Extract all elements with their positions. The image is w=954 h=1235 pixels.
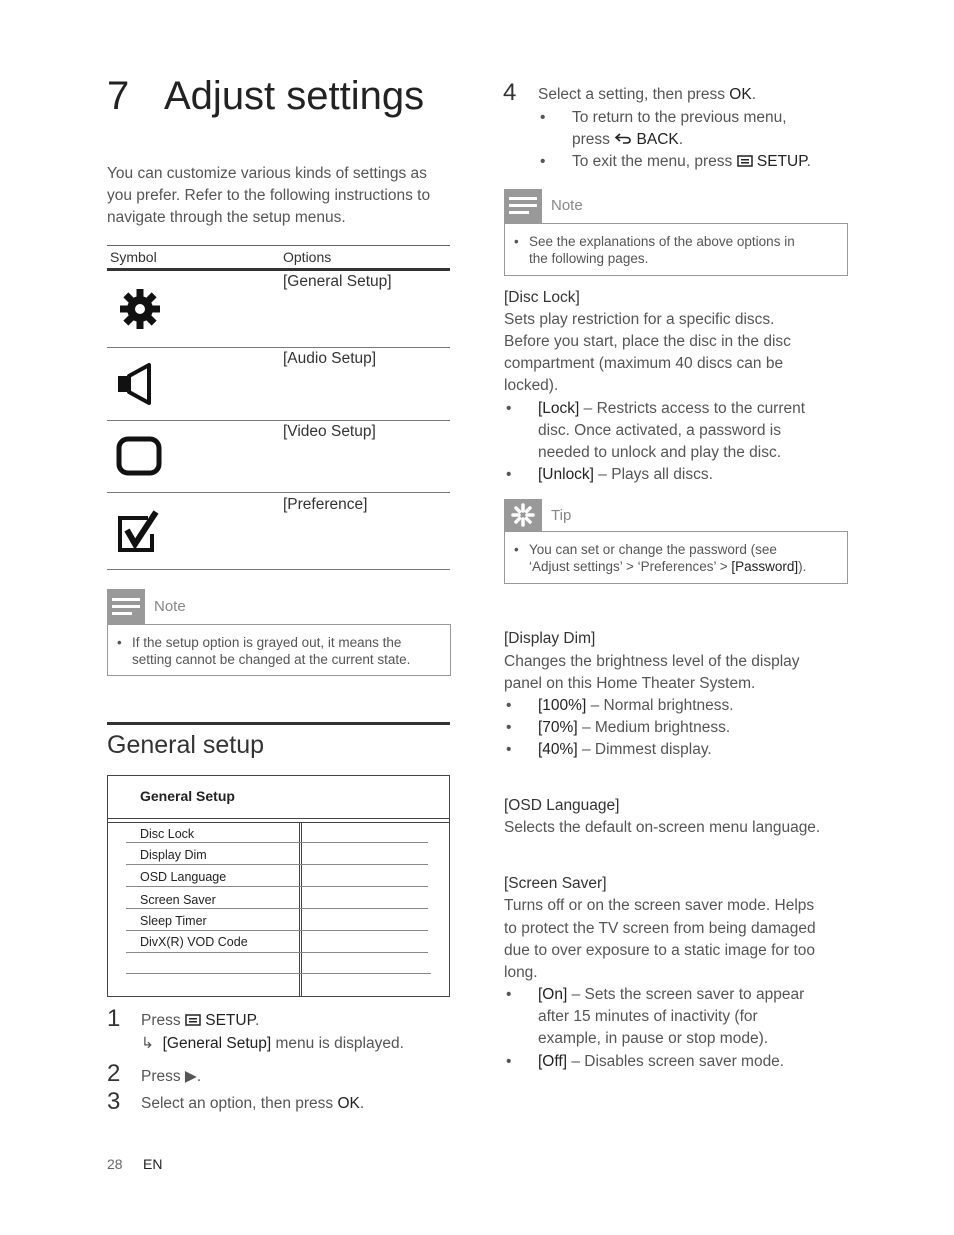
- step-number: 1: [107, 1005, 121, 1032]
- screen-saver-desc: long.: [504, 964, 538, 981]
- screen-saver-on-option-cont: after 15 minutes of inactivity (for: [538, 1008, 758, 1025]
- note-icon: [504, 189, 542, 223]
- bullet: •: [506, 719, 512, 736]
- step-number: 4: [503, 79, 517, 106]
- note-line: the following pages.: [529, 251, 649, 266]
- tip-icon: [504, 499, 542, 531]
- note-bullet: •: [514, 234, 519, 249]
- bullet: •: [506, 741, 512, 758]
- note-line: setting cannot be changed at the current state.: [132, 652, 411, 667]
- speaker-icon: [116, 362, 154, 411]
- step-4-text: Select a setting, then press OK.: [538, 86, 756, 103]
- tip-bullet: •: [514, 542, 519, 557]
- disc-lock-lock-option-cont: needed to unlock and play the disc.: [538, 444, 782, 461]
- option-general-setup: [General Setup]: [283, 273, 392, 290]
- screen-saver-on-option: [On] – Sets the screen saver to appear: [538, 986, 805, 1003]
- row-divider: [107, 347, 450, 348]
- setup-key-icon: [185, 1012, 201, 1029]
- tip-line: ‘Adjust settings’ > ‘Preferences’ > [Password]).: [529, 559, 807, 574]
- disc-lock-desc: Sets play restriction for a specific discs.: [504, 311, 775, 328]
- note-bullet: •: [117, 635, 122, 650]
- language-code: EN: [143, 1156, 163, 1172]
- display-dim-option: [40%] – Dimmest display.: [538, 741, 712, 758]
- menu-row-line: [126, 973, 431, 974]
- tip-line: You can set or change the password (see: [529, 542, 777, 557]
- screen-saver-on-option-cont: example, in pause or stop mode).: [538, 1030, 769, 1047]
- disc-lock-desc: compartment (maximum 40 discs can be: [504, 355, 784, 372]
- note-icon: [107, 589, 145, 625]
- step-1-text: Press SETUP.: [141, 1012, 260, 1029]
- display-dim-option: [100%] – Normal brightness.: [538, 697, 734, 714]
- options-column-header: Options: [283, 249, 332, 265]
- page-number: 28: [107, 1156, 123, 1172]
- disc-lock-unlock-option: [Unlock] – Plays all discs.: [538, 466, 713, 483]
- gear-icon: [118, 287, 162, 336]
- menu-row-line: [126, 864, 428, 865]
- menu-row-line: [126, 908, 428, 909]
- symbol-column-header: Symbol: [110, 249, 157, 265]
- disc-lock-lock-option-cont: disc. Once activated, a password is: [538, 422, 781, 439]
- option-audio-setup: [Audio Setup]: [283, 350, 377, 367]
- bullet: •: [540, 109, 546, 126]
- menu-item-display-dim[interactable]: Display Dim: [140, 848, 207, 862]
- menu-row-line: [126, 930, 428, 931]
- screen-saver-off-option: [Off] – Disables screen saver mode.: [538, 1053, 785, 1070]
- disc-lock-desc: locked).: [504, 377, 559, 394]
- row-divider: [107, 420, 450, 421]
- step-3-text: Select an option, then press OK.: [141, 1095, 365, 1112]
- bullet: •: [506, 697, 512, 714]
- step-4-bullet-2: To exit the menu, press SETUP.: [572, 153, 811, 170]
- note-label: Note: [154, 598, 186, 615]
- bullet: •: [506, 1053, 512, 1070]
- step-number: 2: [107, 1060, 121, 1087]
- menu-title: General Setup: [140, 788, 235, 804]
- menu-row-line: [126, 842, 428, 843]
- note-line: See the explanations of the above options in: [529, 234, 795, 249]
- screen-saver-desc: Turns off or on the screen saver mode. Helps: [504, 897, 815, 914]
- menu-column-divider: [299, 822, 300, 996]
- result-arrow-icon: ↳: [141, 1035, 154, 1052]
- menu-item-disc-lock[interactable]: Disc Lock: [140, 827, 195, 841]
- menu-item-screen-saver[interactable]: Screen Saver: [140, 893, 216, 907]
- menu-divider: [108, 818, 449, 819]
- row-divider: [107, 569, 450, 570]
- screen-icon: [116, 436, 162, 481]
- step-4-bullet-1: To return to the previous menu,: [572, 109, 787, 126]
- step-1-result: ↳ [General Setup] menu is displayed.: [141, 1035, 404, 1052]
- menu-row-line: [126, 952, 428, 953]
- menu-item-osd-language[interactable]: OSD Language: [140, 870, 227, 884]
- screen-saver-desc: to protect the TV screen from being damaged: [504, 920, 816, 937]
- general-setup-menu: [107, 775, 450, 997]
- bullet: •: [506, 466, 512, 483]
- display-dim-option: [70%] – Medium brightness.: [538, 719, 731, 736]
- checkbox-icon: [116, 508, 160, 559]
- step-2-text: Press ▶.: [141, 1068, 202, 1085]
- step-4-bullet-1-cont: press BACK.: [572, 131, 684, 148]
- setup-key-icon: [737, 153, 753, 170]
- osd-language-desc: Selects the default on-screen menu language.: [504, 819, 821, 836]
- screen-saver-heading: [Screen Saver]: [504, 875, 607, 892]
- screen-saver-desc: due to over exposure to a static image for too: [504, 942, 816, 959]
- section-rule: [107, 722, 450, 725]
- display-dim-desc: Changes the brightness level of the display: [504, 653, 800, 670]
- step-number: 3: [107, 1088, 121, 1115]
- intro-paragraph: You can customize various kinds of settings as you prefer. Refer to the following instructions to navigate through the setup menus.: [107, 165, 431, 226]
- note-line: If the setup option is grayed out, it means the: [132, 635, 402, 650]
- bullet: •: [506, 400, 512, 417]
- symbol-table-header: [107, 245, 450, 271]
- display-dim-heading: [Display Dim]: [504, 630, 596, 647]
- disc-lock-desc: Before you start, place the disc in the disc: [504, 333, 791, 350]
- page-title: Adjust settings: [164, 74, 425, 118]
- bullet: •: [540, 153, 546, 170]
- tip-label: Tip: [551, 507, 572, 524]
- display-dim-desc: panel on this Home Theater System.: [504, 675, 756, 692]
- option-preference: [Preference]: [283, 496, 368, 513]
- disc-lock-heading: [Disc Lock]: [504, 289, 580, 306]
- menu-divider: [108, 822, 449, 823]
- menu-row-line: [126, 886, 428, 887]
- row-divider: [107, 492, 450, 493]
- option-video-setup: [Video Setup]: [283, 423, 376, 440]
- menu-column-divider: [301, 822, 302, 996]
- disc-lock-lock-option: [Lock] – Restricts access to the current: [538, 400, 806, 417]
- section-title: General setup: [107, 731, 265, 759]
- bullet: •: [506, 986, 512, 1003]
- menu-item-divx-vod-code[interactable]: DivX(R) VOD Code: [140, 935, 248, 949]
- menu-item-sleep-timer[interactable]: Sleep Timer: [140, 914, 207, 928]
- back-icon: [614, 131, 632, 148]
- note-label: Note: [551, 197, 583, 214]
- osd-language-heading: [OSD Language]: [504, 797, 620, 814]
- chapter-number: 7: [107, 74, 130, 118]
